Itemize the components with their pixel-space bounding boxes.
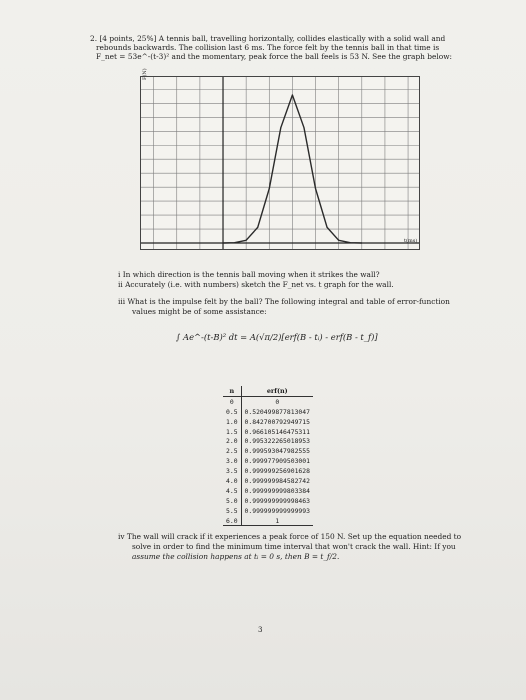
force-curve-point [315, 188, 316, 189]
erf-n-cell: 1.5 [223, 427, 241, 437]
force-curve-point [350, 242, 351, 243]
erf-table-row [223, 427, 313, 437]
erf-value-cell: 0.842700792949715 [244, 417, 310, 426]
erf-table-row [223, 466, 313, 476]
erf-table-row [223, 407, 313, 417]
question-iv-line-3: assume the collision happens at tᵢ = 0 s, then B = t_f/2. [132, 552, 340, 561]
erf-value-cell: 0.520499877813047 [244, 407, 310, 416]
erf-n-cell: 2.5 [223, 446, 241, 456]
force-graph [140, 76, 420, 250]
question-iii-line-2: values might be of some assistance: [132, 307, 267, 316]
force-curve-point [223, 242, 224, 243]
force-curve-point [292, 94, 293, 95]
erf-value-cell: 0.995322265018953 [244, 437, 310, 446]
erf-value-cell: 0 [275, 397, 280, 406]
force-curve-point [246, 240, 247, 241]
erf-table-row [223, 417, 313, 427]
erf-value-cell: 0.999999999998463 [244, 496, 310, 505]
question-iii-line-1: iii What is the impulse felt by the ball? The following integral and table of error-function [118, 297, 450, 306]
erf-n-cell: 4.0 [223, 476, 241, 486]
question-i: i In which direction is the tennis ball moving when it strikes the wall? [118, 270, 380, 279]
erf-table-row [223, 446, 313, 456]
force-curve-point [303, 127, 304, 128]
erf-value-table [223, 386, 313, 526]
erf-value-cell: 0.999593047982555 [244, 447, 310, 456]
erf-value-cell: 0.999977909503001 [244, 457, 310, 466]
graph-ylabel: F(N) [142, 68, 148, 80]
erf-n-cell: 5.0 [223, 496, 241, 506]
erf-table-row [223, 486, 313, 496]
erf-n-cell: 6.0 [223, 516, 241, 526]
erf-table-row [223, 396, 313, 406]
force-curve-point [234, 242, 235, 243]
erf-header-value: erf(n) [241, 386, 313, 396]
erf-table-row [223, 506, 313, 516]
problem-line-3: F_net = 53e^-(t-3)² and the momentary, peak force the ball feels is 53 N. See the graph below: [96, 52, 453, 61]
erf-header-n: n [223, 386, 241, 396]
erf-table-row [223, 516, 313, 526]
erf-value-cell: 0.999999999999993 [244, 506, 310, 515]
graph-xlabel: t(ms) [404, 238, 418, 244]
erf-integral-formula: ∫ Ae^-(t-B)² dt = A(√π/2)[erf(B - tᵢ) - erf(B - t_f)] [176, 332, 378, 342]
erf-n-cell: 0 [223, 396, 241, 406]
question-ii: ii Accurately (i.e. with numbers) sketch the F_net vs. t graph for the wall. [118, 280, 394, 289]
question-iv-line-2: solve in order to find the minimum time interval that won't crack the wall. Hint: If you [132, 542, 456, 551]
force-curve-point [269, 188, 270, 189]
force-curve-point [361, 242, 362, 243]
erf-n-cell: 3.0 [223, 456, 241, 466]
erf-n-cell: 4.5 [223, 486, 241, 496]
force-curve-point [338, 240, 339, 241]
erf-n-cell: 3.5 [223, 466, 241, 476]
erf-value-cell: 0.966105146475311 [244, 427, 310, 436]
erf-value-cell: 1 [241, 516, 313, 526]
erf-value-cell: 0.999999256901628 [244, 467, 310, 476]
erf-table-row [223, 496, 313, 506]
erf-table-row [223, 456, 313, 466]
force-curve-plot [141, 77, 419, 249]
erf-value-cell: 0.999999999803384 [244, 486, 310, 495]
erf-n-cell: 5.5 [223, 506, 241, 516]
erf-value-cell: 0.999999984582742 [244, 476, 310, 485]
page-number: 3 [258, 626, 263, 634]
erf-table-row [223, 476, 313, 486]
erf-table-row [223, 436, 313, 446]
force-curve-point [280, 127, 281, 128]
force-curve-point [257, 227, 258, 228]
problem-line-1: 2. [4 points, 25%] A tennis ball, travelling horizontally, collides elastically with a solid wall and [90, 34, 446, 43]
erf-n-cell: 0.5 [223, 407, 241, 417]
erf-n-cell: 1.0 [223, 417, 241, 427]
question-iv-line-1: iv The wall will crack if it experiences a peak force of 150 N. Set up the equation needed to [118, 532, 462, 541]
problem-line-2: rebounds backwards. The collision last 6 ms. The force felt by the tennis ball in that time is [96, 43, 440, 52]
force-curve-point [327, 227, 328, 228]
erf-n-cell: 2.0 [223, 436, 241, 446]
